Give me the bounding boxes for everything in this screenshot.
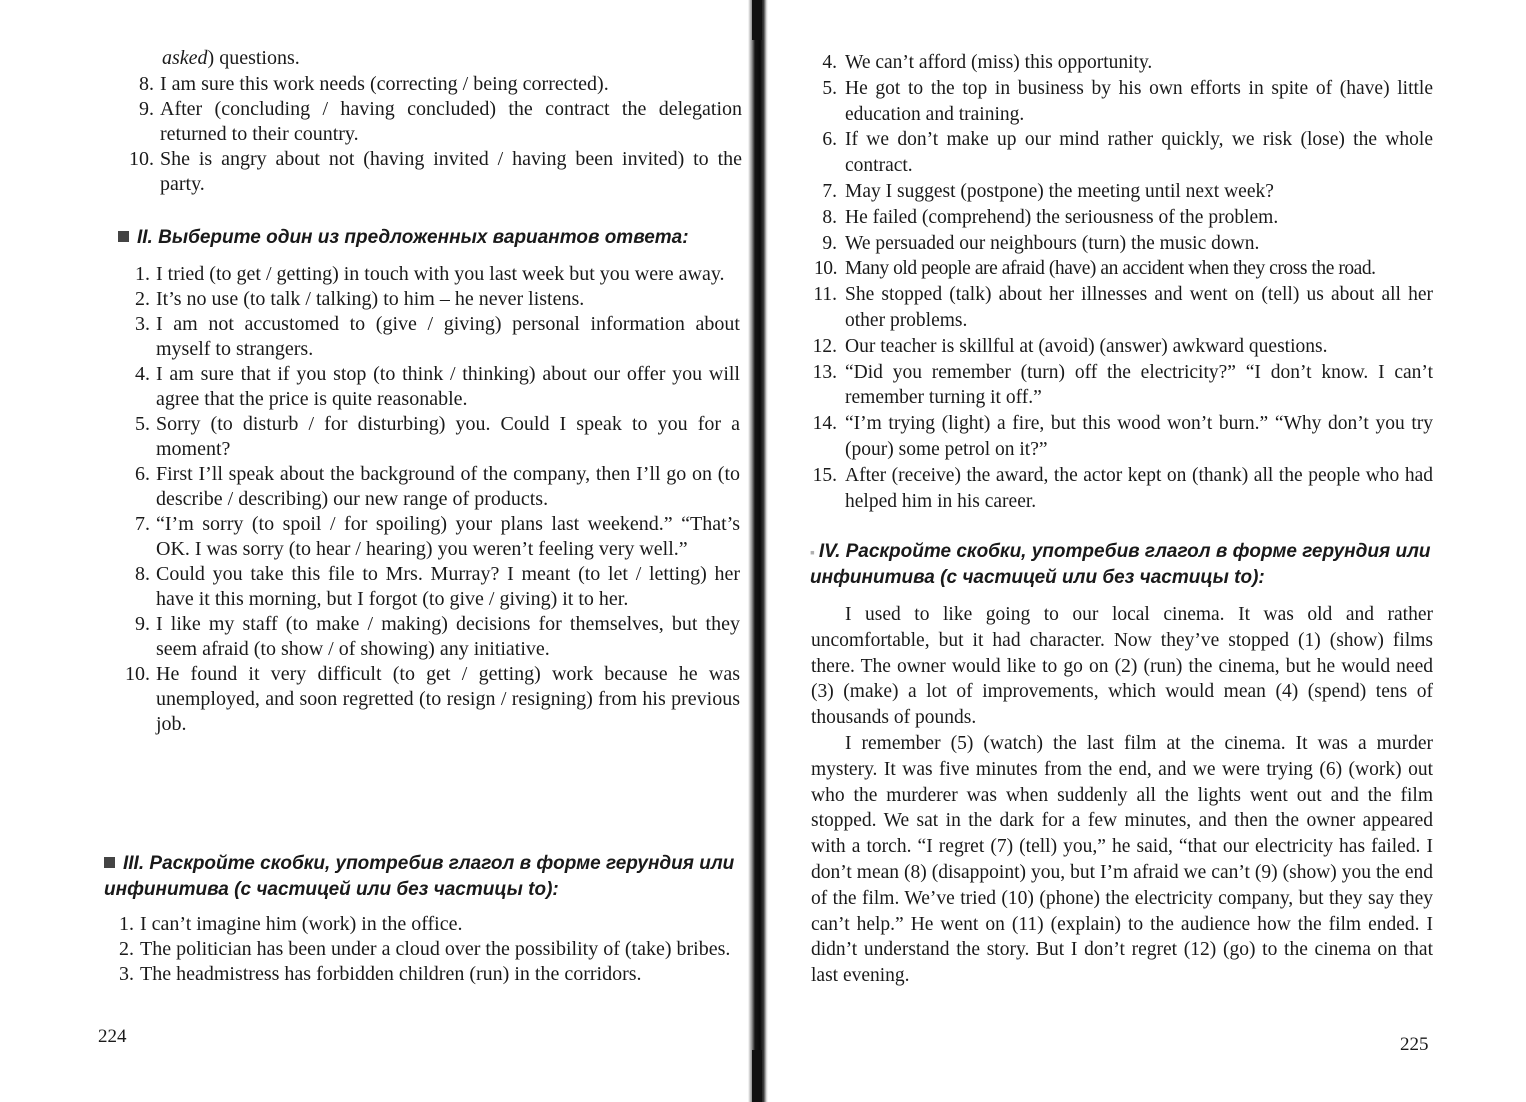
section3-heading: III. Раскройте скобки, употребив глагол в форме герундия или <box>104 852 734 876</box>
section2-heading: II. Выберите один из предложенных вариантов ответа: <box>118 226 689 250</box>
section4-heading-line2: инфинитива (с частицей или без частицы to): <box>810 567 1265 588</box>
list-item: 13. “Did you remember (turn) off the electricity?” “I don’t know. I can’t remember turning it off.” <box>812 361 1433 409</box>
list-item: 7. May I suggest (postpone) the meeting until next week? <box>822 180 1274 202</box>
list-item: 2. The politician has been under a cloud over the possibility of (take) bribes. <box>119 938 731 960</box>
list-item: 8. I am sure this work needs (correcting / being corrected). <box>139 73 609 95</box>
section1-list <box>129 72 742 197</box>
list-item: 9. We persuaded our neighbours (turn) the music down. <box>822 232 1260 254</box>
list-item: 8. Could you take this file to Mrs. Murray? I meant (to let / letting) her have it this morning, but I forgot (to give / giving) it to her. <box>135 563 740 610</box>
list-item: 11. She stopped (talk) about her illnesses and went on (tell) us about all her other problems. <box>813 284 1433 331</box>
list-item: 12. Our teacher is skillful at (avoid) (answer) awkward questions. <box>812 335 1328 357</box>
list-item: 10. He found it very difficult (to get / getting) work because he was unemployed, and soon regretted (to resign / resigning) from his previous job. <box>125 663 740 735</box>
book-spine-shadow <box>748 0 768 1102</box>
list-item: 4. We can’t afford (miss) this opportunity. <box>822 52 1153 73</box>
list-item: 1. I can’t imagine him (work) in the office. <box>119 913 463 935</box>
list-item: 8. He failed (comprehend) the seriousness of the problem. <box>822 206 1279 228</box>
section3-list <box>119 912 736 987</box>
list-item: 6. First I’ll speak about the background of the company, then I’ll go on (to describe / describing) our new range of products. <box>135 463 740 510</box>
list-item: 7. “I’m sorry (to spoil / for spoiling) your plans last weekend.” “That’s OK. I was sorry (to hear / hearing) you weren’t feeling very well.” <box>135 513 740 560</box>
page-number-right: 225 <box>1400 1034 1429 1055</box>
list-item: 1. I tried (to get / getting) in touch with you last week but you were away. <box>135 263 725 285</box>
list-item: 9. I like my staff (to make / making) decisions for themselves, but they seem afraid (to show / of showing) any initiative. <box>135 613 740 660</box>
exercise-paragraph-2: I remember (5) (watch) the last film at the cinema. It was a murder mystery. It was five minutes from the end, and we were trying (6) (work) out who the murderer was when suddenly all the lights went out and the film stopped. We sat in the dark for a few minutes, and then the owner appeared with a torch. “I regret (7) (tell) you,” he said, “that our electricity has failed. I don’t mean (8) (disappoint) you, but I’m afraid we can’t (9) (show) you the end of the film. We’ve tried (10) (phone) the electricity company, but they say they can’t help.” He went on (11) (explain) to the audience how the film ended. I didn’t understand the story. But I don’t regret (12) (go) to the cinema on that last evening. <box>811 733 1433 987</box>
section4-heading: ▪ IV. Раскройте скобки, употребив глагол в форме герундия или <box>810 541 1431 562</box>
carryover-fragment: asked) questions. <box>162 47 300 69</box>
list-item: 9. After (concluding / having concluded) the contract the delegation returned to their country. <box>139 98 742 145</box>
list-item: 2. It’s no use (to talk / talking) to him – he never listens. <box>135 288 585 310</box>
list-item: 3. The headmistress has forbidden children (run) in the corridors. <box>119 963 642 985</box>
section3-heading-line2: инфинитива (с частицей или без частицы to): <box>104 879 559 900</box>
exercise-paragraph-1: I used to like going to our local cinema. It was old and rather uncomfortable, but it had character. Now they’ve stopped (1) (show) films there. The owner would like to go on (2) (run) the cinema, but he would need (3) (make) a lot of improvements, which would mean (4) (spend) tens of thousands of pounds. <box>811 604 1433 729</box>
list-item: 14. “I’m trying (light) a fire, but this wood won’t burn.” “Why don’t you try (pour) some petrol on it?” <box>812 413 1433 460</box>
bullet-square-icon: ▪ <box>810 544 819 560</box>
list-item: 10. She is angry about not (having invited / having been invited) to the party. <box>129 148 742 195</box>
list-item: 4. I am sure that if you stop (to think / thinking) about our offer you will agree that the price is quite reasonable. <box>135 363 740 410</box>
list-item: 15. After (receive) the award, the actor kept on (thank) all the people who had helped him in his career. <box>812 464 1433 512</box>
list-item: 10. Many old people are afraid (have) an accident when they cross the road. <box>813 258 1376 280</box>
list-item: 5. He got to the top in business by his own efforts in spite of (have) little education and training. <box>822 77 1433 125</box>
section3-continued-list <box>812 50 1433 514</box>
page-number-left: 224 <box>98 1026 127 1047</box>
list-item: 5. Sorry (to disturb / for disturbing) you. Could I speak to you for a moment? <box>135 413 740 460</box>
spine-dark-top <box>752 0 762 40</box>
spine-dark-bottom <box>752 1050 762 1102</box>
bullet-square-icon <box>118 231 129 242</box>
bullet-square-icon <box>104 857 115 868</box>
list-item: 3. I am not accustomed to (give / giving) personal information about myself to strangers. <box>135 313 740 360</box>
section2-list <box>125 262 740 737</box>
list-item: 6. If we don’t make up our mind rather quickly, we risk (lose) the whole contract. <box>822 129 1433 177</box>
